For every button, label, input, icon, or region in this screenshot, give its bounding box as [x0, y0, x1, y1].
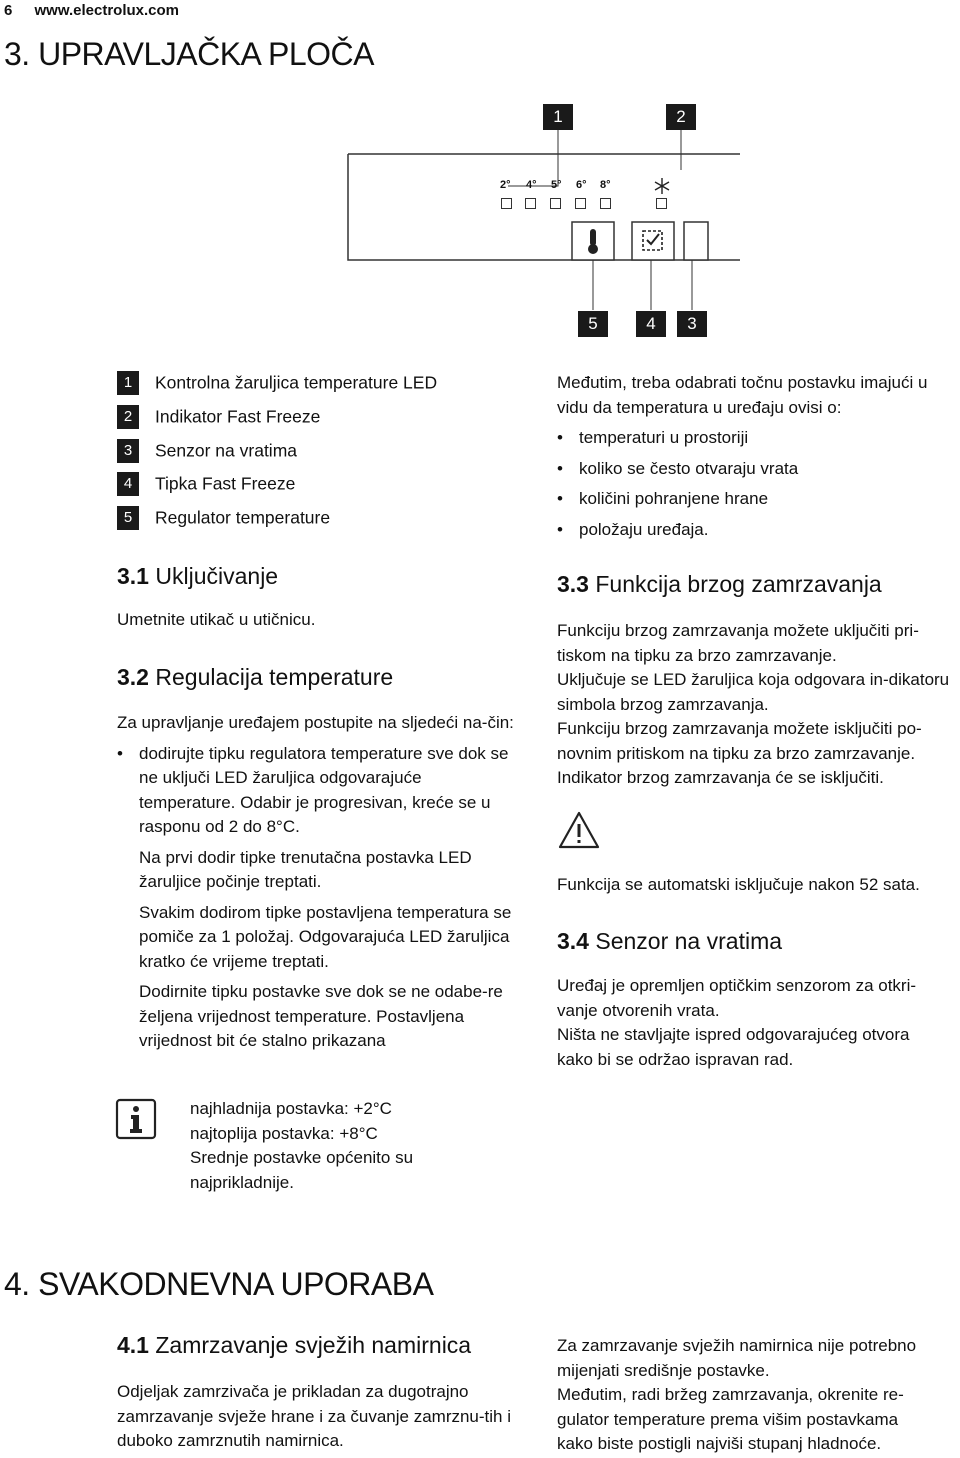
temp-label-8: 8°	[600, 179, 611, 191]
right-column-intro	[557, 371, 957, 542]
s32-intro: Za upravljanje uređajem postupite na sljedeći na-čin:	[117, 713, 514, 732]
temp-label-6: 6°	[576, 179, 587, 191]
legend-text: Tipka Fast Freeze	[155, 473, 296, 494]
warning-icon	[557, 810, 601, 850]
s32-bullet-list	[117, 742, 522, 840]
s41-text: Odjeljak zamrzivača je prikladan za dugotrajno zamrzavanje svježe hrane i za čuvanje zamrznu-tih i duboko zamrznutih namirnica.	[117, 1382, 512, 1450]
heading-text: Regulacija temperature	[155, 664, 394, 690]
heading-text: Uključivanje	[155, 563, 279, 589]
temperature-regulator-button[interactable]	[572, 222, 614, 260]
s32-p2: Svakim dodirom tipke postavljena temperatura se pomiče za 1 položaj. Odgovarajuća LED žaruljica kratko će vrijeme treptati.	[139, 902, 512, 971]
info-line: najtoplija postavka: +8°C	[190, 1123, 378, 1143]
legend-item	[117, 506, 330, 530]
door-sensor	[684, 222, 708, 260]
callout-4: 4	[636, 311, 666, 337]
fast-freeze-icon	[632, 222, 674, 260]
page-header	[4, 2, 197, 19]
s4-right-content	[557, 1334, 937, 1457]
heading-3-3	[557, 571, 882, 598]
heading-text: Senzor na vratima	[595, 928, 783, 954]
s33-p2: Uključuje se LED žaruljica koja odgovara in-dikatoru simbola brzog zamrzavanja.	[557, 670, 950, 714]
s33-p4: Indikator brzog zamrzavanja će se isključiti.	[557, 768, 884, 787]
callout-3: 3	[677, 311, 707, 337]
snowflake-icon	[653, 177, 671, 195]
heading-3-4	[557, 928, 782, 955]
heading-3-2	[117, 664, 393, 691]
s31-text: Umetnite utikač u utičnicu.	[117, 610, 316, 629]
legend-item	[117, 439, 297, 463]
led-6	[575, 198, 586, 209]
led-8	[600, 198, 611, 209]
list-item: • količini pohranjene hrane	[557, 487, 957, 512]
info-line: Srednje postavke općenito su	[190, 1148, 414, 1167]
legend-number: 3	[117, 439, 139, 463]
list-item: • dodirujte tipku regulatora temperature sve dok se ne uključi LED žaruljica odgovarajuće temperature. Odabir je progresivan, kreće se u rasponu od 2 do 8°C.	[117, 742, 522, 840]
s32-content	[117, 711, 522, 1054]
heading-number: 3.1	[117, 563, 149, 589]
warning-text: Funkcija se automatski isključuje nakon 52 sata.	[557, 875, 920, 894]
led-2	[501, 198, 512, 209]
temp-label-2: 2°	[500, 179, 511, 191]
s33-p3: Funkciju brzog zamrzavanja možete isključiti po-novnim pritiskom na tipku za brzo zamrzavanje.	[557, 719, 922, 763]
list-item: • temperaturi u prostoriji	[557, 426, 957, 451]
heading-4-1	[117, 1332, 471, 1359]
legend-item	[117, 405, 320, 429]
legend-text: Indikator Fast Freeze	[155, 406, 321, 427]
s34-p1: Uređaj je opremljen optičkim senzorom za otkri-vanje otvorenih vrata.	[557, 976, 917, 1020]
led-fast-freeze	[656, 198, 667, 209]
website-link[interactable]: www.electrolux.com	[34, 2, 180, 19]
s32-p1: Na prvi dodir tipke trenutačna postavka LED žaruljice počinje treptati.	[139, 847, 472, 891]
heading-number: 3.3	[557, 571, 589, 597]
s33-p1: Funkciju brzog zamrzavanja možete uključiti pri-tiskom na tipku za brzo zamrzavanje.	[557, 621, 919, 665]
s33-content	[557, 619, 953, 791]
list-item: • koliko se često otvaraju vrata	[557, 457, 957, 482]
s4-right-p1: Za zamrzavanje svježih namirnica nije potrebno mijenjati središnje postavke.	[557, 1336, 917, 1380]
legend-text: Kontrolna žaruljica temperature LED	[155, 372, 438, 393]
s34-content	[557, 974, 947, 1072]
heading-number: 3.2	[117, 664, 149, 690]
info-icon	[115, 1098, 157, 1140]
heading-3-1	[117, 563, 278, 590]
legend-text: Regulator temperature	[155, 507, 331, 528]
section-4-title: 4. SVAKODNEVNA UPORABA	[4, 1266, 434, 1302]
list-item: • položaju uređaja.	[557, 518, 957, 543]
heading-text: Zamrzavanje svježih namirnica	[155, 1332, 472, 1358]
s4-right-p2: Međutim, radi bržeg zamrzavanja, okrenite re-gulator temperature prema višim postavkama kako biste postigli najviši stupanj hladnoće.	[557, 1385, 904, 1453]
heading-number: 4.1	[117, 1332, 149, 1358]
section-title: 3. UPRAVLJAČKA PLOČA	[4, 36, 374, 72]
legend-number: 5	[117, 506, 139, 530]
page-number: 6	[4, 2, 13, 19]
temp-label-5: 5°	[551, 179, 562, 191]
legend-item	[117, 472, 295, 496]
fast-freeze-button[interactable]	[632, 222, 674, 260]
info-line: najhladnija postavka: +2°C	[190, 1099, 392, 1118]
led-4	[525, 198, 536, 209]
callout-5: 5	[578, 311, 608, 337]
s34-p2: Ništa ne stavljajte ispred odgovarajućeg otvora kako bi se održao ispravan rad.	[557, 1025, 910, 1069]
thermometer-icon	[572, 222, 614, 260]
temp-label-4: 4°	[526, 179, 537, 191]
info-line: najprikladnije.	[190, 1172, 294, 1192]
legend-number: 1	[117, 371, 139, 395]
factor-list	[557, 426, 957, 542]
callout-2: 2	[666, 104, 696, 130]
right-intro: Međutim, treba odabrati točnu postavku imajući u vidu da temperatura u uređaju ovisi o:	[557, 373, 928, 417]
legend-text: Senzor na vratima	[155, 440, 298, 461]
led-5	[550, 198, 561, 209]
heading-text: Funkcija brzog zamrzavanja	[595, 571, 882, 597]
s32-p3: Dodirnite tipku postavke sve dok se ne odabe-re željena vrijednost temperature. Postavljena vrijednost bit će stalno prikazana	[139, 982, 503, 1050]
info-note	[190, 1097, 520, 1195]
legend-number: 2	[117, 405, 139, 429]
callout-1: 1	[543, 104, 573, 130]
legend-number: 4	[117, 472, 139, 496]
heading-number: 3.4	[557, 928, 589, 954]
panel-drawing	[340, 130, 740, 310]
legend-item	[117, 371, 437, 395]
